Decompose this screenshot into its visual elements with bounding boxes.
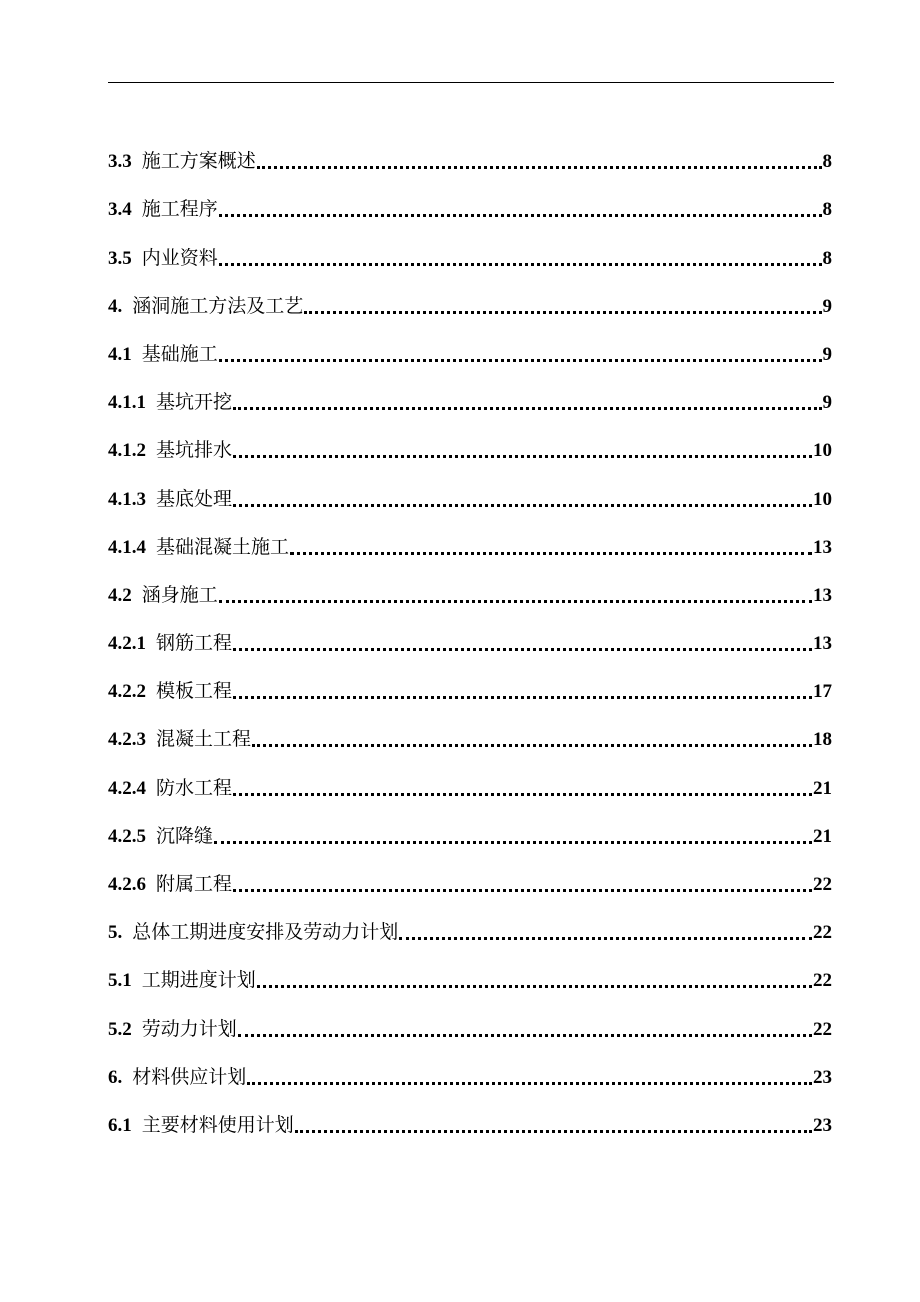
toc-entry-page: 9: [822, 295, 832, 317]
toc-entry[interactable]: [108, 816, 832, 864]
toc-dot-leader: [233, 648, 812, 651]
toc-entry-page: 22: [813, 970, 832, 992]
toc-entry-title: 工期进度计划: [141, 969, 256, 992]
toc-entry[interactable]: [108, 1057, 832, 1105]
toc-entry-number: 3.4: [108, 199, 132, 221]
toc-entry-page: 22: [813, 922, 832, 944]
toc-entry-title: 施工程序: [141, 198, 218, 221]
toc-entry[interactable]: [108, 334, 832, 382]
toc-dot-leader: [233, 889, 812, 892]
toc-entry-page: 9: [822, 392, 832, 414]
toc-dot-leader: [219, 214, 822, 217]
toc-entry-page: 22: [813, 874, 832, 895]
toc-entry-number: 4.2.2: [108, 681, 146, 703]
toc-entry-page: 10: [813, 488, 832, 510]
toc-entry-page: 13: [813, 536, 832, 558]
toc-entry[interactable]: [108, 575, 832, 623]
toc-entry-number: 4.1.2: [108, 440, 146, 462]
toc-entry-title: 施工方案概述: [141, 150, 256, 173]
toc-entry-number: 5.2: [108, 1018, 132, 1040]
toc-entry-number: 6.1: [108, 1114, 132, 1136]
toc-entry-number: 3.5: [108, 247, 132, 269]
toc-entry-title: 钢筋工程: [156, 632, 233, 655]
toc-dot-leader: [257, 166, 822, 169]
toc-entry-title: 附属工程: [156, 873, 233, 895]
toc-entry-page: 9: [822, 343, 832, 365]
header-rule: [108, 82, 834, 83]
toc-dot-leader: [219, 359, 822, 362]
toc-entry-title: 沉降缝: [156, 824, 214, 847]
table-of-contents: [108, 141, 832, 1153]
toc-entry-page: 8: [822, 247, 832, 269]
toc-dot-leader: [304, 311, 821, 314]
toc-entry-page: 17: [813, 681, 832, 703]
toc-dot-leader: [247, 1082, 812, 1085]
toc-entry-number: 5.1: [108, 970, 132, 992]
toc-entry-number: 4.1.4: [108, 536, 146, 558]
toc-entry-title: 基础混凝土施工: [156, 535, 290, 558]
toc-entry-page: 8: [822, 199, 832, 221]
toc-entry-number: 3.3: [108, 151, 132, 173]
toc-entry-title: 总体工期进度安排及劳动力计划: [132, 921, 399, 944]
toc-dot-leader: [233, 455, 812, 458]
toc-entry[interactable]: [108, 237, 832, 285]
toc-entry-title: 基坑开挖: [156, 391, 233, 414]
toc-entry[interactable]: [108, 671, 832, 719]
toc-entry[interactable]: [108, 1008, 832, 1056]
toc-entry[interactable]: [108, 767, 832, 815]
toc-entry[interactable]: [108, 189, 832, 237]
toc-entry[interactable]: [108, 527, 832, 575]
toc-entry-number: 4.2.6: [108, 874, 146, 895]
toc-entry-title: 混凝土工程: [156, 728, 252, 751]
toc-dot-leader: [233, 407, 821, 410]
toc-dot-leader: [295, 1130, 812, 1133]
toc-entry-title: 基坑排水: [156, 439, 233, 462]
toc-dot-leader: [233, 793, 812, 796]
toc-entry-title: 主要材料使用计划: [141, 1113, 294, 1136]
toc-dot-leader: [233, 696, 812, 699]
toc-entry[interactable]: [108, 141, 832, 189]
toc-entry-page: 8: [822, 151, 832, 173]
toc-entry-title: 涵身施工: [141, 583, 218, 606]
toc-entry-page: 21: [813, 825, 832, 847]
toc-entry-page: 23: [813, 1114, 832, 1136]
toc-entry-number: 4.1.1: [108, 392, 146, 414]
toc-entry-title: 材料供应计划: [132, 1065, 247, 1088]
toc-entry-page: 13: [813, 633, 832, 655]
toc-entry-title: 基础施工: [141, 342, 218, 365]
toc-entry-number: 4.2.5: [108, 825, 146, 847]
toc-entry-title: 内业资料: [141, 246, 218, 269]
toc-dot-leader: [233, 504, 812, 507]
toc-entry-number: 4.2: [108, 584, 132, 606]
toc-entry-title: 劳动力计划: [141, 1017, 237, 1040]
toc-entry-title: 基底处理: [156, 487, 233, 510]
toc-entry-number: 4.: [108, 295, 123, 317]
toc-dot-leader: [257, 985, 812, 988]
toc-entry[interactable]: [108, 719, 832, 767]
toc-dot-leader: [219, 263, 822, 266]
toc-entry[interactable]: [108, 864, 832, 912]
toc-entry-title: 涵洞施工方法及工艺: [132, 294, 304, 317]
toc-entry[interactable]: [108, 478, 832, 526]
toc-dot-leader: [399, 937, 812, 940]
toc-entry-number: 4.2.4: [108, 777, 146, 799]
toc-entry-page: 13: [813, 584, 832, 606]
toc-dot-leader: [290, 552, 812, 555]
toc-entry[interactable]: [108, 286, 832, 334]
toc-entry[interactable]: [108, 912, 832, 960]
toc-entry-number: 4.1.3: [108, 488, 146, 510]
toc-entry[interactable]: [108, 382, 832, 430]
toc-dot-leader: [219, 600, 812, 603]
toc-entry-number: 4.2.1: [108, 633, 146, 655]
toc-entry-title: 模板工程: [156, 680, 233, 703]
toc-entry-page: 21: [813, 777, 832, 799]
toc-entry[interactable]: [108, 430, 832, 478]
toc-entry-number: 4.2.3: [108, 729, 146, 751]
toc-entry[interactable]: [108, 623, 832, 671]
toc-entry-page: 23: [813, 1066, 832, 1088]
toc-dot-leader: [252, 744, 812, 747]
toc-dot-leader: [238, 1034, 812, 1037]
toc-entry-page: 22: [813, 1018, 832, 1040]
toc-entry-number: 6.: [108, 1066, 123, 1088]
toc-dot-leader: [214, 841, 812, 844]
toc-entry-page: 18: [813, 729, 832, 751]
toc-entry-title: 防水工程: [156, 776, 233, 799]
toc-entry[interactable]: [108, 1105, 832, 1153]
toc-entry-number: 4.1: [108, 343, 132, 365]
toc-entry-page: 10: [813, 440, 832, 462]
toc-entry-number: 5.: [108, 922, 123, 944]
toc-entry[interactable]: [108, 960, 832, 1008]
